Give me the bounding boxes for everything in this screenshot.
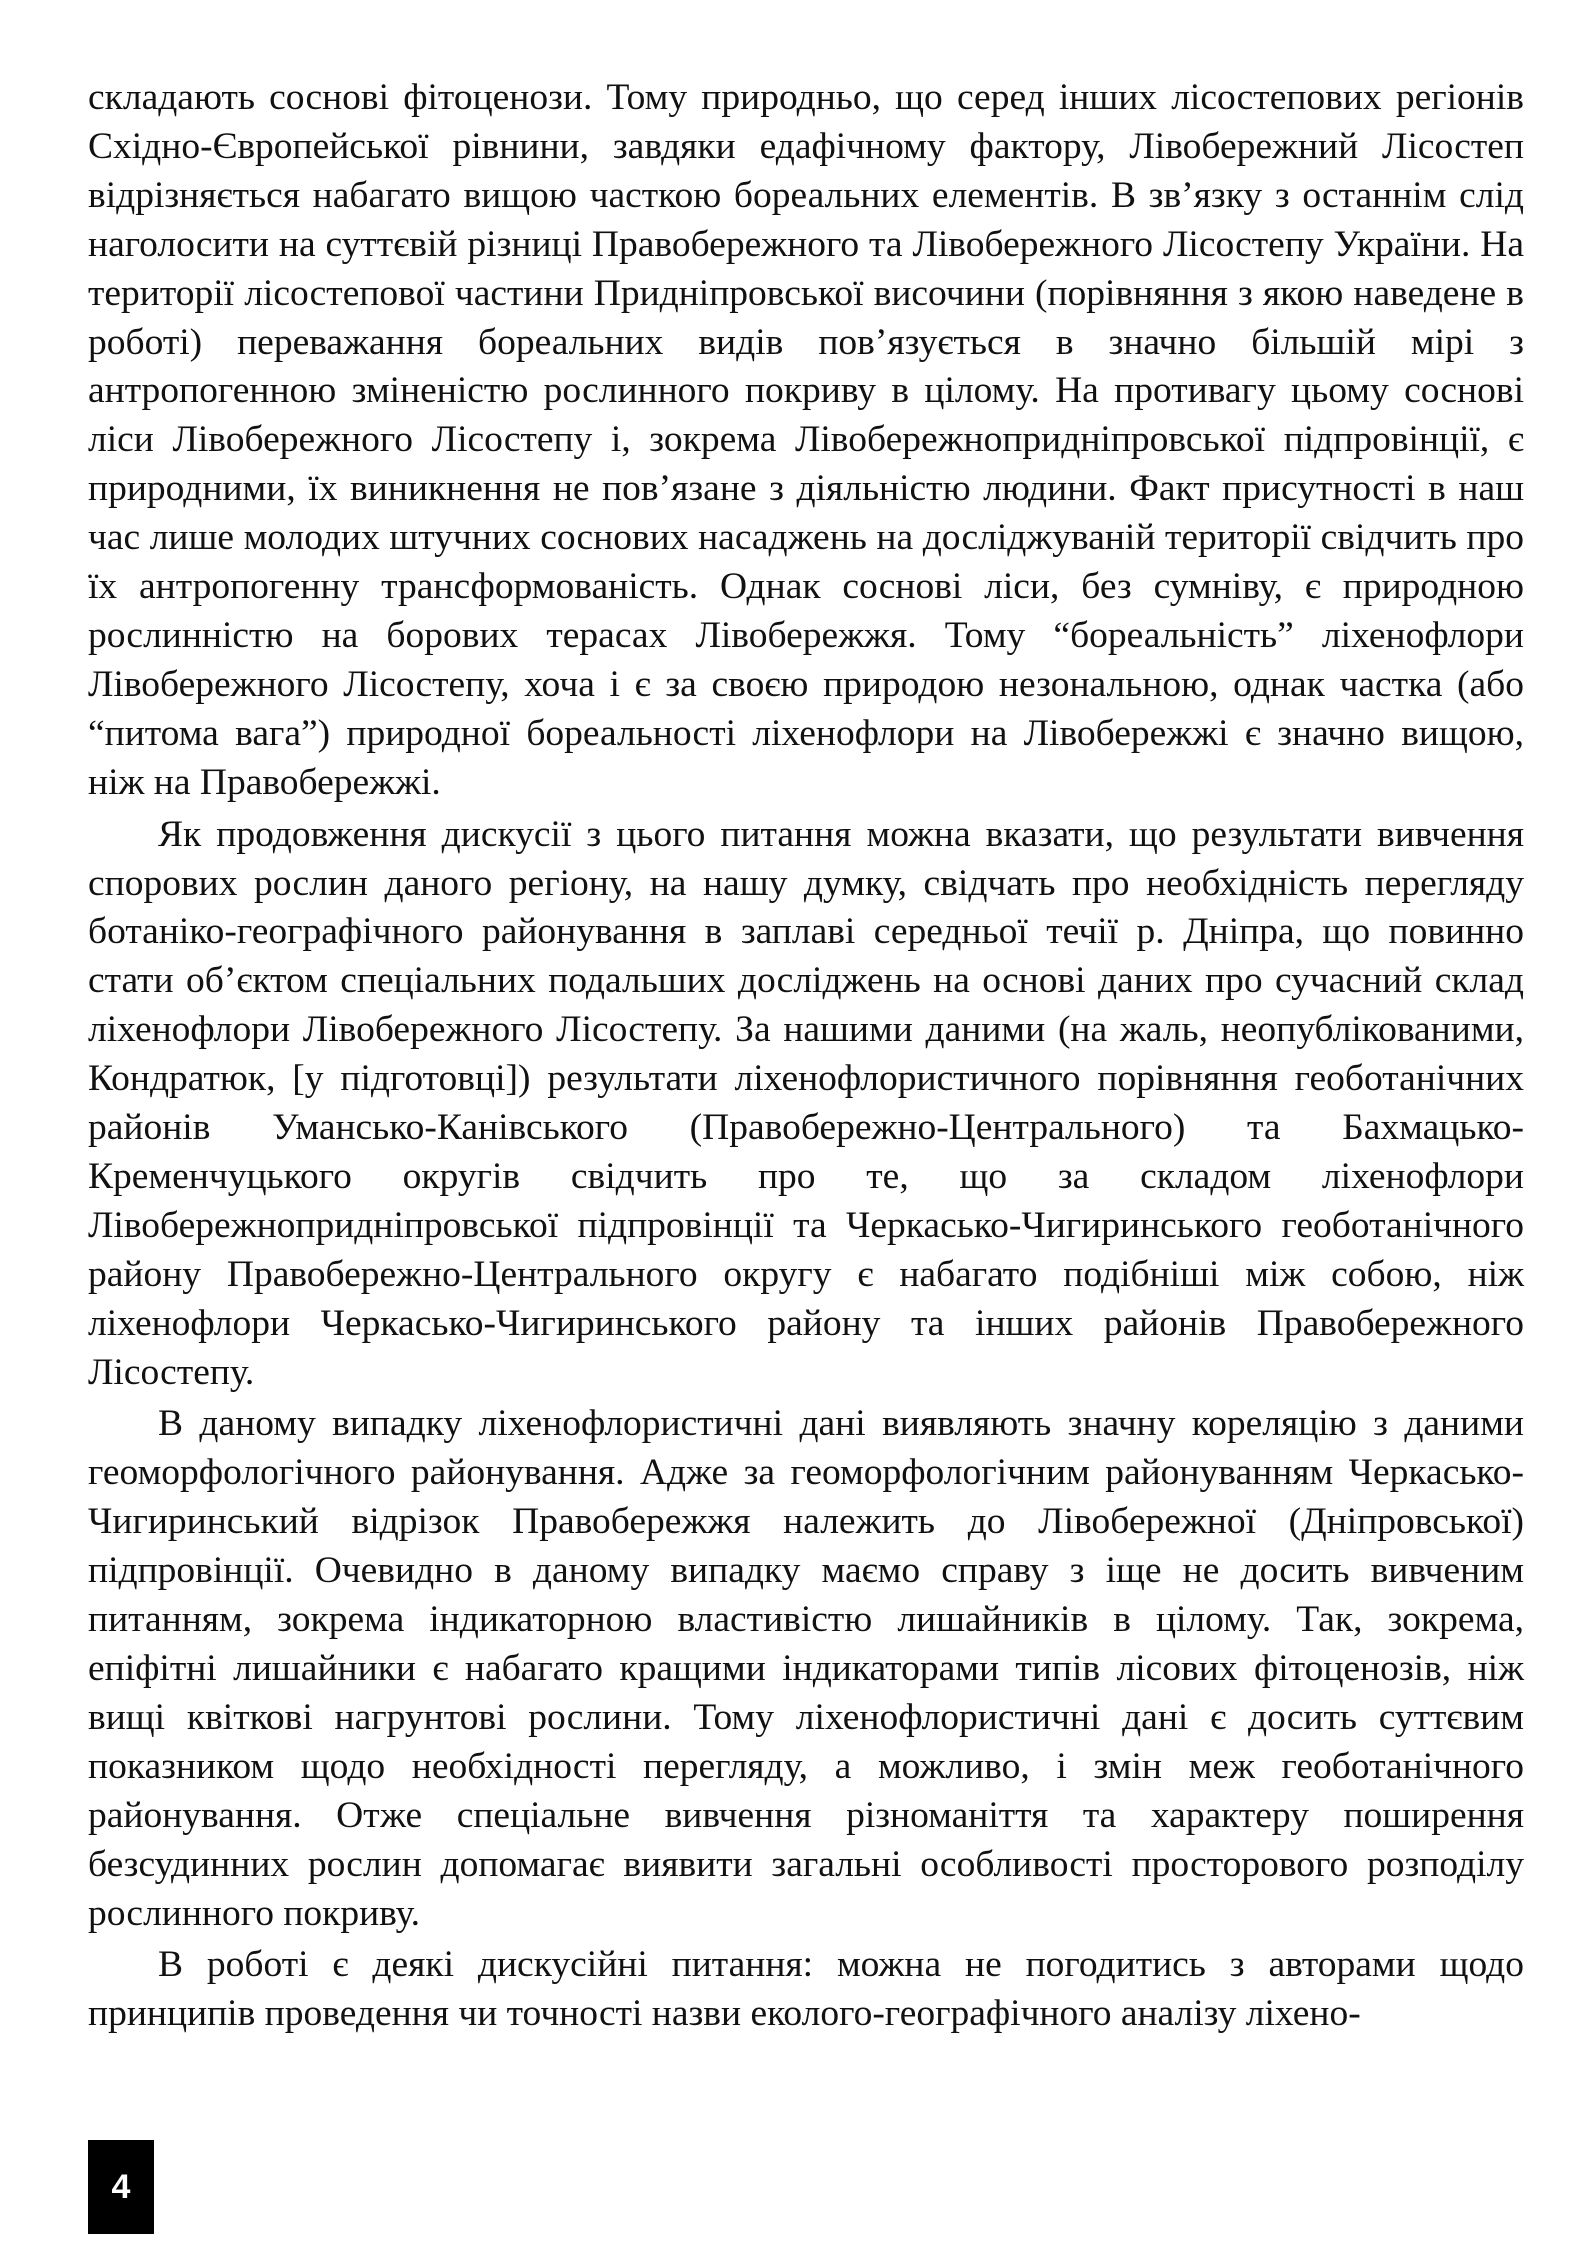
page-body bbox=[88, 74, 1524, 2039]
paragraph-2: Як продовження дискусії з цього питання можна вказати, що результати вивчення спорових рослин даного регіону, на нашу думку, свідчать про необхідність перегляду ботаніко-географічного районування в заплаві середньої течії р. Дніпра, що повинно стати об’єктом спеціальних подальших досліджень на основі даних про сучасний склад ліхенофлори Лівобережного Лісостепу. За нашими даними (на жаль, неопублікованими, Кондратюк, [у підготовці]) результати ліхенофлористичного порівняння геоботанічних районів Умансько-Канівського (Правобережно-Центрального) та Бахмацько-Кременчуцького округів свідчить про те, що за складом ліхенофлори Лівобережнопридніпровської підпровінції та Черкасько-Чигиринського геоботанічного району Правобережно-Центрального округу є набагато подібніші між собою, ніж ліхенофлори Черкасько-Чигиринського району та інших районів Правобережного Лісостепу. bbox=[88, 813, 1524, 1393]
page-number-badge: 4 bbox=[88, 2140, 154, 2234]
paragraph-1: складають соснові фітоценози. Тому природньо, що серед інших лісостепових регіонів Східно-Європейської рівнини, завдяки едафічному фактору, Лівобережний Лісостеп відрізняється набагато вищою часткою бореальних елементів. В зв’язку з останнім слід наголосити на суттєвій різниці Правобережного та Лівобережного Лісостепу України. На території лісостепової частини Придніпровської височини (порівняння з якою наведене в роботі) переважання бореальних видів пов’язується в значно більшій мірі з антропогенною зміненістю рослинного покриву в цілому. На противагу цьому соснові ліси Лівобережного Лісостепу і, зокрема Лівобережнопридніпровської підпровінції, є природними, їх виникнення не пов’язане з діяльністю людини. Факт присутності в наш час лише молодих штучних соснових насаджень на досліджуваній території свідчить про їх антропогенну трансформованість. Однак соснові ліси, без сумніву, є природною рослинністю на борових терасах Лівобережжя. Тому “бореальність” ліхенофлори Лівобережного Лісостепу, хоча і є за своєю природою незональною, однак частка (або “питома вага”) природної бореальності ліхенофлори на Лівобережжі є значно вищою, ніж на Правобережжі. bbox=[88, 77, 1524, 803]
paragraph-4: В роботі є деякі дискусійні питання: можна не погодитись з авторами щодо принципів проведення чи точності назви еколого-географічного аналізу ліхено- bbox=[88, 1944, 1524, 2035]
paragraph-3: В даному випадку ліхенофлористичні дані виявляють значну кореляцію з даними геоморфологічного районування. Адже за геоморфологічним районуванням Черкасько-Чигиринський відрізок Правобережжя належить до Лівобережної (Дніпровської) підпровінції. Очевидно в даному випадку маємо справу з іще не досить вивченим питанням, зокрема індикаторною властивістю лишайників в цілому. Так, зокрема, епіфітні лишайники є набагато кращими індикаторами типів лісових фітоценозів, ніж вищі квіткові нагрунтові рослини. Тому ліхенофлористичні дані є досить суттєвим показником щодо необхідності перегляду, а можливо, і змін меж геоботанічного районування. Отже спеціальне вивчення різноманіття та характеру поширення безсудинних рослин допомагає виявити загальні особливості просторового розподілу рослинного покриву. bbox=[88, 1403, 1524, 1934]
